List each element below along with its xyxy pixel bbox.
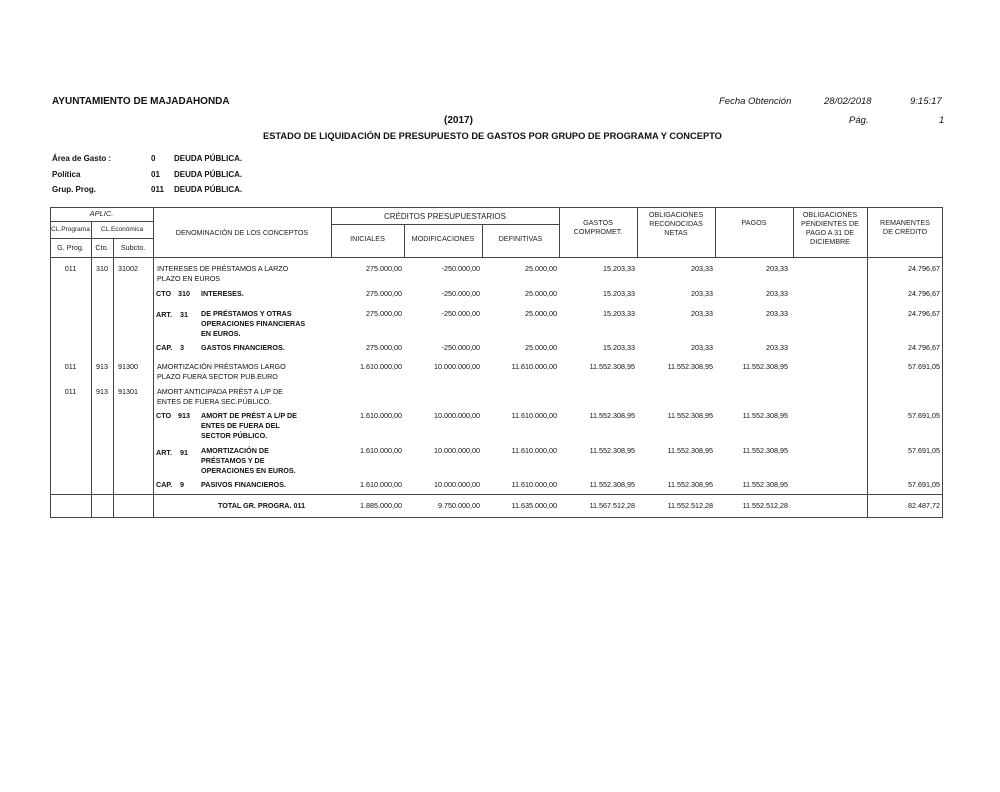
iniciales-header: INICIALES [350, 234, 385, 243]
page-number: 1 [939, 115, 945, 126]
cl-economica-header: CL.Económica [100, 226, 144, 233]
remanentes-header: REMANENTES DE CRÉDITO [880, 218, 930, 236]
info-label-politica: Política [52, 170, 81, 179]
organization-title: AYUNTAMIENTO DE MAJADAHONDA [52, 96, 230, 107]
obligaciones-header: OBLIGACIONES RECONOCIDAS NETAS [648, 210, 704, 237]
info-text-grupo: DEUDA PÚBLICA. [174, 185, 243, 194]
budget-table: APLIC. CL.Programa CL.Económica G. Prog. Cto. Subcto. DENOMINACIÓN DE LOS CONCEPTOS CRÉDITOS PRESUPUESTARIOS INICIALES MODIFICACIONES DEFINITIVAS GASTOS COMPROMET. OBLIGACIONES RECONOCIDAS NETAS PAGOS OBLIGACIONES PENDIENTES DE PAGO A 31 DE DICIEMBRE REMANENTES DE CRÉDITO 011 310 31002 INTERESES DE PRÉSTAMOS A LARZO PLAZO EN EUROS 275.000,00 -250.000,00 25.000,00 15.203,33 203,33 203,33 24.796,67 CTO 310 INTERESES. 275.000,00 -250.000,00 25.000,00 15.203,33 203,33 203,33 24.796,67 ART. 31 DE PRÉSTAMOS Y OTRAS OPERACIONES FINANCIERAS EN EUROS. 275.000,00 -250.000,00 25.000,00 15.203,33 203,33 203,33 24.796,67 CAP. 3 GASTOS FINANCIEROS. 275.000,00 -250.000,00 25.000,00 15.203,33 203,33 203,33 24.796,67 011 913 91300 AMORTIZACIÓN PRÉSTAMOS LARGO PLAZO FUERA SECTOR PUB.EURO 1.610.000,00 10.000.000,00 11.610.000,00 11.552.308,95 11.552.308,95 11.552.308,95 57.691,05 011 913 91301 AMORT ANTICIPADA PRÉST A L/P DE ENTES DE FUERA SEC.PÚBLICO. CTO 913 AMORT DE PRÉST A L/P DE ENTES DE FUERA DEL SECTOR PÚBLICO. 1.610.000,00 10.000.000,00 11.610.000,00 11.552.308,95 11.552.308,95 11.552.308,95 57.691,05 ART. 91 AMORTIZACIÓN DE PRÉSTAMOS Y DE OPERACIONES EN EUROS. 1.610.000,00 10.000.000,00 11.610.000,00 11.552.308,95 11.552.308,95 11.552.308,95 57.691,05 CAP. 9 PASIVOS FINANCIEROS. 1.610.000,00 10.000.000,00 11.610.000,00 11.552.308,95 11.552.308,95 11.552.308,95 57.691,05 TOTAL GR. PROGRA. 011 1.885.000,00 9.750.000,00 11.635.000,00 11.567.512,28 11.552.512,28 11.552.512,28 82.487,72 [50, 207, 943, 518]
pagos-header: PAGOS [741, 218, 767, 227]
info-label-grupo: Grup. Prog. [52, 185, 96, 194]
info-text-politica: DEUDA PÚBLICA. [174, 170, 243, 179]
time-value: 9:15:17 [910, 96, 942, 107]
g-prog-header: G. Prog. [57, 243, 84, 252]
pendientes-header: OBLIGACIONES PENDIENTES DE PAGO A 31 DE DICIEMBRE [801, 210, 859, 246]
total-label: TOTAL GR. PROGRA. 011 [218, 501, 306, 510]
creditos-header: CRÉDITOS PRESUPUESTARIOS [384, 212, 506, 221]
modificaciones-header: MODIFICACIONES [411, 234, 475, 243]
date-label: Fecha Obtención [719, 96, 792, 107]
fiscal-year: (2017) [444, 115, 473, 126]
info-code-politica: 01 [151, 170, 160, 179]
definitivas-header: DEFINITIVAS [498, 234, 543, 243]
page-label: Pág. [849, 115, 869, 126]
info-text-area: DEUDA PÚBLICA. [174, 154, 243, 163]
info-code-area: 0 [151, 154, 156, 163]
info-code-grupo: 011 [151, 185, 164, 194]
cto-header: Cto. [95, 243, 109, 252]
info-label-area: Área de Gasto : [52, 154, 112, 163]
cl-programa-header: CL.Programa [51, 226, 90, 233]
date-value: 28/02/2018 [824, 96, 872, 107]
denominacion-header: DENOMINACIÓN DE LOS CONCEPTOS [175, 228, 309, 237]
subcto-header: Subcto. [120, 243, 146, 252]
gastos-header: GASTOS COMPROMET. [573, 218, 623, 236]
report-title: ESTADO DE LIQUIDACIÓN DE PRESUPUESTO DE GASTOS POR GRUPO DE PROGRAMA Y CONCEPTO [263, 131, 722, 141]
aplic-header: APLIC. [89, 209, 114, 218]
